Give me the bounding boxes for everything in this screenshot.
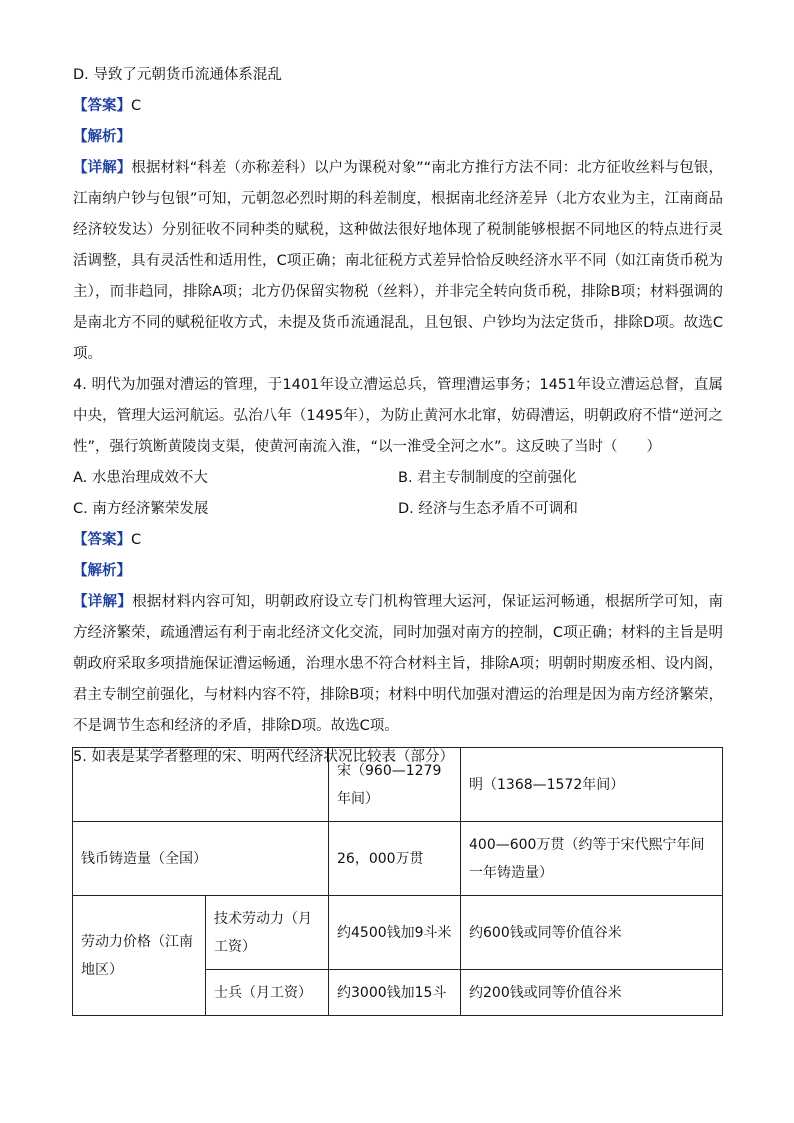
q4-detail xyxy=(73,587,723,742)
analysis-tag: 【解析】 xyxy=(73,129,131,145)
q4-stem: 4. 明代为加强对漕运的管理，于1401年设立漕运总兵，管理漕运事务；1451年设立漕运总督，直属中央，管理大运河航运。弘治八年（1495年），为防止黄河水北窜，妨碍漕运，明朝政府不惜“逆河之性”，强行筑断黄陵岗支渠，使黄河南流入淮，“以一淮受全河之水”。这反映了当时（ ） xyxy=(73,377,723,455)
row-sublabel: 技术劳动力（月工资） xyxy=(206,896,329,970)
answer-tag: 【答案】 xyxy=(73,98,131,114)
q4-option-d: D. 经济与生态矛盾不可调和 xyxy=(398,501,578,517)
detail-tag: 【详解】 xyxy=(73,160,132,176)
header-ming: 明（1368—1572年间） xyxy=(461,748,723,822)
cell-song: 约4500钱加9斗米 xyxy=(329,896,461,970)
cell-song: 26，000万贯 xyxy=(329,822,461,896)
q4-option-c: C. 南方经济繁荣发展 xyxy=(73,501,209,517)
q4-option-b: B. 君主专制制度的空前强化 xyxy=(398,470,577,486)
q3-answer xyxy=(73,91,723,122)
cell-ming: 约200钱或同等价值谷米 xyxy=(461,970,723,1016)
table-row xyxy=(73,822,723,896)
q3-analysis-heading xyxy=(73,122,723,153)
header-song: 宋（960—1279年间） xyxy=(329,748,461,822)
q4-option-a: A. 水患治理成效不大 xyxy=(73,470,208,486)
row-label: 劳动力价格（江南地区） xyxy=(73,896,206,1016)
q5-stem: 5. 如表是某学者整理的宋、明两代经济状况比较表（部分） xyxy=(73,749,454,765)
detail-tag: 【详解】 xyxy=(73,594,133,610)
comparison-table xyxy=(72,747,723,1016)
row-sublabel: 士兵（月工资） xyxy=(206,970,329,1016)
detail-text: 根据材料“科差（亦称差科）以户为课税对象”“南北方推行方法不同：北方征收丝料与包银，江南纳户钞与包银”可知，元朝忽必烈时期的科差制度，根据南北经济差异（北方农业为主，江南商品经济较发达）分别征收不同种类的赋税，这种做法很好地体现了税制能够根据不同地区的特点进行灵活调整，具有灵活性和适用性，C项正确；南北征税方式差异恰恰反映经济水平不同（如江南货币税为主），而非趋同，排除A项；北方仍保留实物税（丝料），并非完全转向货币税，排除B项；材料强调的是南北方不同的赋税征收方式，未提及货币流通混乱，且包银、户钞均为法定货币，排除D项。故选C项。 xyxy=(73,160,723,362)
page-content xyxy=(73,60,723,773)
cell-song: 约3000钱加15斗 xyxy=(329,970,461,1016)
q4-options-row-2 xyxy=(73,494,723,525)
q4-options-row-1 xyxy=(73,463,723,494)
table-header-row xyxy=(73,748,723,822)
answer-value: C xyxy=(131,532,142,548)
table-row xyxy=(73,896,723,970)
answer-tag: 【答案】 xyxy=(73,532,131,548)
q3-option-d: D. 导致了元朝货币流通体系混乱 xyxy=(73,67,282,83)
cell-ming: 约600钱或同等价值谷米 xyxy=(461,896,723,970)
detail-text: 根据材料内容可知，明朝政府设立专门机构管理大运河，保证运河畅通，根据所学可知，南方经济繁荣，疏通漕运有利于南北经济文化交流，同时加强对南方的控制，C项正确；材料的主旨是明朝政府采取多项措施保证漕运畅通，治理水患不符合材料主旨，排除A项；明朝时期废丞相、设内阁，君主专制空前强化，与材料内容不符，排除B项；材料中明代加强对漕运的治理是因为南方经济繁荣，不是调节生态和经济的矛盾，排除D项。故选C项。 xyxy=(73,594,724,734)
table-corner-cell xyxy=(73,748,329,822)
q4-analysis-heading xyxy=(73,556,723,587)
cell-ming: 400—600万贯（约等于宋代熙宁年间一年铸造量） xyxy=(461,822,723,896)
q4-answer xyxy=(73,525,723,556)
analysis-tag: 【解析】 xyxy=(73,563,131,579)
answer-value: C xyxy=(131,98,142,114)
row-label: 钱币铸造量（全国） xyxy=(73,822,329,896)
q3-detail xyxy=(73,153,723,370)
